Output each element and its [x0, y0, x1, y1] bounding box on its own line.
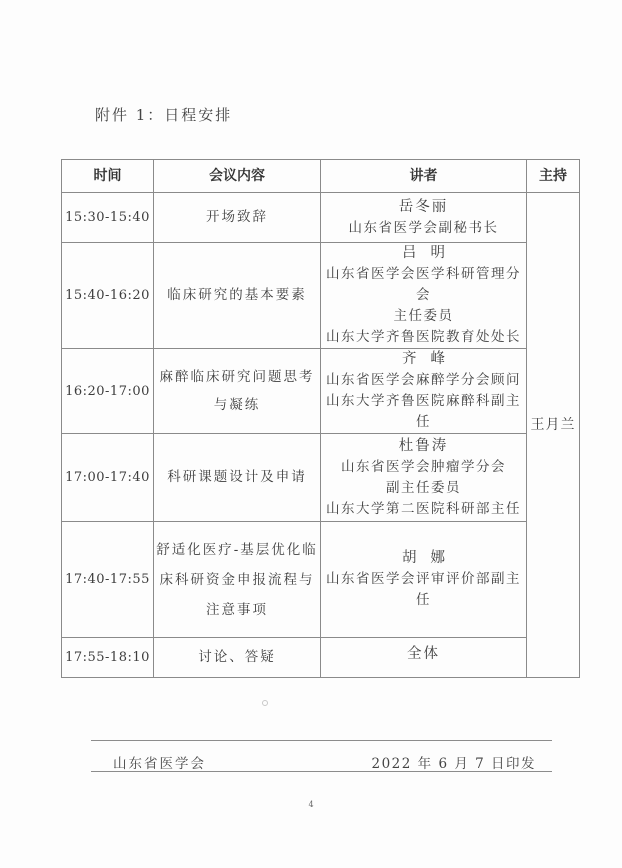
- row-content: 麻醉临床研究问题思考与凝练: [154, 349, 321, 434]
- row-speaker: [321, 193, 527, 243]
- speaker-name: 齐峰: [402, 351, 459, 367]
- attachment-title: 附件 1：日程安排: [95, 106, 233, 124]
- table-row: [62, 243, 580, 349]
- speaker-name: 胡娜: [402, 550, 459, 566]
- speaker-title: 山东省医学会医学科研管理分会: [326, 266, 521, 303]
- row-content: 临床研究的基本要素: [154, 243, 321, 349]
- table-header-row: [62, 160, 580, 193]
- speaker-title: 主任委员: [393, 308, 454, 324]
- table-row: [62, 522, 580, 638]
- host-name: 王月兰: [530, 416, 576, 433]
- row-speaker: [321, 522, 527, 638]
- row-speaker: [321, 434, 527, 522]
- speaker-title: 山东省医学会麻醉学分会顾问: [326, 372, 521, 388]
- speaker-title: 山东大学第二医院科研部主任: [326, 500, 521, 517]
- row-time: 17:00-17:40: [62, 434, 154, 522]
- row-speaker: [321, 638, 527, 678]
- row-speaker: [321, 243, 527, 349]
- schedule-table: [61, 159, 580, 678]
- row-time: 15:40-16:20: [62, 243, 154, 349]
- footer-bottom-rule: [91, 771, 552, 772]
- speaker-title: 副主任委员: [386, 479, 461, 496]
- header-host: 主持: [527, 160, 580, 193]
- header-time: 时间: [62, 160, 154, 193]
- speaker-name: 岳冬丽: [398, 198, 449, 215]
- row-content: 讨论、答疑: [154, 638, 321, 678]
- speaker-title: 山东省医学会肿瘤学分会: [341, 458, 506, 475]
- table-row: [62, 434, 580, 522]
- speaker-name: 吕明: [402, 245, 459, 261]
- speaker-title: 山东省医学会副秘书长: [348, 219, 499, 236]
- row-content: 科研课题设计及申请: [154, 434, 321, 522]
- table-row: [62, 638, 580, 678]
- row-time: 17:40-17:55: [62, 522, 154, 638]
- speaker-name: 全体: [407, 646, 440, 662]
- header-speaker: 讲者: [321, 160, 527, 193]
- scan-speck: [262, 700, 268, 706]
- footer-issuer: 山东省医学会: [113, 756, 206, 772]
- row-content: 开场致辞: [154, 193, 321, 243]
- row-content: 舒适化医疗-基层优化临床科研资金申报流程与注意事项: [154, 522, 321, 638]
- row-speaker: [321, 349, 527, 434]
- speaker-title: 山东大学齐鲁医院麻醉科副主任: [326, 393, 521, 430]
- row-time: 15:30-15:40: [62, 193, 154, 243]
- footer-issue-date: 2022 年 6 月 7 日印发: [371, 756, 536, 772]
- table-row: [62, 193, 580, 243]
- row-time: 17:55-18:10: [62, 638, 154, 678]
- header-content: 会议内容: [154, 160, 321, 193]
- speaker-name: 杜鲁涛: [398, 437, 449, 454]
- speaker-title: 山东省医学会评审评价部副主任: [326, 571, 521, 608]
- host-cell: [527, 193, 580, 678]
- speaker-title: 山东大学齐鲁医院教育处处长: [326, 329, 521, 345]
- footer-top-rule: [91, 740, 552, 741]
- row-time: 16:20-17:00: [62, 349, 154, 434]
- table-row: [62, 349, 580, 434]
- page-number: 4: [308, 800, 314, 809]
